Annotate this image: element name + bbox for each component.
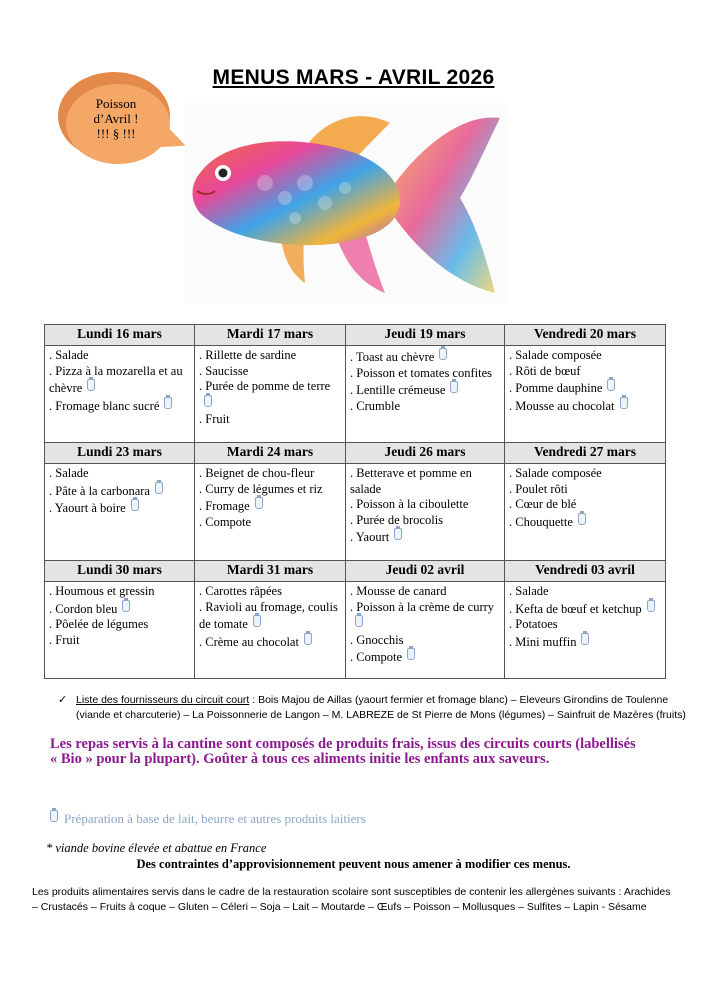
dairy-icon bbox=[607, 379, 615, 391]
menu-table bbox=[44, 324, 666, 679]
fish-illustration bbox=[185, 103, 507, 303]
suppliers-label: Liste des fournisseurs du circuit court bbox=[76, 694, 250, 706]
meal-item bbox=[509, 348, 661, 364]
bubble-line-2: d’Avril ! bbox=[93, 111, 139, 126]
fish-icon bbox=[185, 103, 507, 303]
week-meals-row bbox=[45, 464, 666, 561]
dairy-icon bbox=[407, 648, 415, 660]
day-header: Mardi 17 mars bbox=[195, 325, 346, 346]
meal-item bbox=[350, 600, 500, 633]
meal-item bbox=[350, 528, 500, 546]
meal-text: . Fromage blanc sucré bbox=[49, 398, 160, 413]
meal-item bbox=[49, 397, 190, 415]
day-header: Lundi 30 mars bbox=[45, 561, 195, 582]
meal-item bbox=[199, 497, 341, 515]
week-header-row bbox=[45, 443, 666, 464]
meal-text: . Fruit bbox=[199, 412, 230, 426]
meal-text: . Pomme dauphine bbox=[509, 381, 603, 395]
meal-text: . Houmous et gressin bbox=[49, 584, 155, 598]
meal-item bbox=[350, 399, 500, 415]
meal-item bbox=[509, 633, 661, 651]
beef-origin-note: * viande bovine élevée et abattue en France bbox=[46, 841, 267, 855]
meal-item bbox=[199, 633, 341, 651]
meal-text: . Mousse de canard bbox=[350, 584, 447, 598]
meal-text: . Rôti de bœuf bbox=[509, 363, 581, 378]
meal-item bbox=[199, 364, 341, 380]
meal-item bbox=[350, 497, 500, 513]
meal-text: . Yaourt à boire bbox=[49, 501, 126, 515]
meal-text: . Ravioli au fromage, coulis de tomate bbox=[199, 599, 338, 631]
dairy-icon bbox=[647, 600, 655, 612]
meal-text: . Purée de brocolis bbox=[350, 512, 444, 527]
meal-text: . Yaourt bbox=[350, 530, 390, 544]
meal-text: . Poulet rôti bbox=[509, 481, 568, 496]
suppliers-text bbox=[76, 693, 694, 723]
suppliers-list: : Bois Majou de Aillas (yaourt fermier et fromage blanc) – Eleveurs Girondins de Toulenne (viande et charcuterie) – La Poissonnerie de Langon – M. LABREZE de St Pierre de Mons (légumes) – Sainfruit de Mazères (fruits) bbox=[76, 694, 686, 721]
meal-item bbox=[49, 466, 190, 482]
dairy-icon bbox=[155, 482, 163, 494]
dairy-icon bbox=[253, 615, 261, 627]
week-meals-row bbox=[45, 582, 666, 679]
meal-item bbox=[350, 648, 500, 666]
meal-item bbox=[199, 482, 341, 498]
meal-item bbox=[509, 497, 661, 513]
day-menu-cell bbox=[505, 582, 666, 679]
meal-text: . Fruit bbox=[49, 632, 80, 647]
meal-text: . Curry de légumes et riz bbox=[199, 481, 323, 496]
fresh-products-note: Les repas servis à la cantine sont composés de produits frais, issus des circuits courts (labellisés « Bio » pour la plupart). Goûter à tous ces aliments initie les enfants aux saveurs. bbox=[50, 736, 636, 767]
meal-text: . Pôelée de légumes bbox=[49, 617, 149, 631]
day-menu-cell bbox=[346, 582, 505, 679]
dairy-icon bbox=[87, 379, 95, 391]
day-menu-cell bbox=[346, 346, 505, 443]
meal-text: . Mousse au chocolat bbox=[509, 398, 615, 413]
meal-item bbox=[199, 515, 341, 531]
meal-text: . Poisson et tomates confites bbox=[350, 365, 492, 380]
meal-item bbox=[49, 617, 190, 633]
meal-item bbox=[509, 600, 661, 618]
meal-item bbox=[49, 364, 190, 397]
meal-item bbox=[49, 499, 190, 517]
meal-item bbox=[350, 381, 500, 399]
day-menu-cell bbox=[505, 464, 666, 561]
day-menu-cell bbox=[346, 464, 505, 561]
meal-item bbox=[199, 584, 341, 600]
meal-text: . Gnocchis bbox=[350, 632, 404, 647]
week-meals-row bbox=[45, 346, 666, 443]
meal-item bbox=[509, 364, 661, 380]
meal-text: . Beignet de chou-fleur bbox=[199, 466, 315, 480]
day-header: Jeudi 19 mars bbox=[346, 325, 505, 346]
day-header: Vendredi 03 avril bbox=[505, 561, 666, 582]
meal-text: . Poisson à la crème de curry bbox=[350, 599, 495, 614]
meal-item bbox=[509, 379, 661, 397]
meal-text: . Cordon bleu bbox=[49, 601, 118, 616]
meal-item bbox=[350, 348, 500, 366]
meal-item bbox=[199, 600, 341, 633]
dairy-icon bbox=[578, 513, 586, 525]
meal-item bbox=[199, 466, 341, 482]
meal-text: . Compote bbox=[199, 514, 252, 529]
supply-constraint-note: Des contraintes d’approvisionnement peuvent nous amener à modifier ces menus. bbox=[136, 857, 571, 871]
day-header: Mardi 24 mars bbox=[195, 443, 346, 464]
meal-item bbox=[199, 348, 341, 364]
bubble-line-1: Poisson bbox=[95, 96, 137, 111]
day-menu-cell bbox=[45, 346, 195, 443]
meal-item bbox=[49, 633, 190, 649]
meal-text: . Pizza à la mozarella et au chèvre bbox=[49, 363, 183, 395]
dairy-icon bbox=[450, 381, 458, 393]
meal-item bbox=[509, 482, 661, 498]
dairy-icon bbox=[304, 633, 312, 645]
dairy-icon bbox=[439, 348, 447, 360]
meal-item bbox=[350, 466, 500, 497]
meal-item bbox=[350, 584, 500, 600]
dairy-icon bbox=[355, 615, 363, 627]
meal-text: . Crumble bbox=[350, 398, 400, 413]
meal-item bbox=[49, 584, 190, 600]
meal-item bbox=[199, 412, 341, 428]
dairy-icon bbox=[394, 528, 402, 540]
suppliers-note bbox=[58, 693, 694, 723]
day-header: Jeudi 26 mars bbox=[346, 443, 505, 464]
speech-bubble-text bbox=[66, 96, 166, 141]
day-header: Lundi 16 mars bbox=[45, 325, 195, 346]
meal-text: . Pâte à la carbonara bbox=[49, 483, 150, 498]
meal-item bbox=[509, 397, 661, 415]
meal-text: . Chouquette bbox=[509, 514, 573, 529]
dairy-icon bbox=[620, 397, 628, 409]
page-title: MENUS MARS - AVRIL 2026 bbox=[212, 66, 495, 89]
meal-text: . Rillette de sardine bbox=[199, 348, 297, 362]
day-header: Vendredi 20 mars bbox=[505, 325, 666, 346]
meal-text: . Toast au chèvre bbox=[350, 350, 435, 364]
meal-text: . Mini muffin bbox=[509, 634, 577, 649]
meal-text: . Carottes râpées bbox=[199, 584, 282, 598]
day-menu-cell bbox=[195, 582, 346, 679]
dairy-legend-text: Préparation à base de lait, beurre et autres produits laitiers bbox=[64, 811, 366, 826]
dairy-icon bbox=[50, 810, 58, 822]
meal-text: . Salade bbox=[49, 348, 89, 362]
meal-item bbox=[509, 584, 661, 600]
meal-text: . Salade bbox=[49, 466, 89, 480]
dairy-icon bbox=[255, 497, 263, 509]
meal-text: . Salade composée bbox=[509, 466, 602, 480]
check-icon: ✓ bbox=[58, 694, 68, 706]
dairy-icon bbox=[581, 633, 589, 645]
meal-item bbox=[49, 482, 190, 500]
meal-text: . Saucisse bbox=[199, 363, 249, 378]
meal-text: . Purée de pomme de terre bbox=[199, 379, 331, 393]
meal-text: . Cœur de blé bbox=[509, 497, 577, 511]
meal-text: . Poisson à la ciboulette bbox=[350, 497, 469, 511]
day-menu-cell bbox=[195, 464, 346, 561]
meal-item bbox=[350, 513, 500, 529]
day-menu-cell bbox=[505, 346, 666, 443]
dairy-icon bbox=[164, 397, 172, 409]
meal-item bbox=[350, 366, 500, 382]
meal-text: . Fromage bbox=[199, 499, 250, 513]
dairy-icon bbox=[122, 600, 130, 612]
day-header: Lundi 23 mars bbox=[45, 443, 195, 464]
week-header-row bbox=[45, 561, 666, 582]
meal-item bbox=[49, 348, 190, 364]
meal-item bbox=[49, 600, 190, 618]
meal-item bbox=[199, 379, 341, 412]
day-header: Mardi 31 mars bbox=[195, 561, 346, 582]
week-header-row bbox=[45, 325, 666, 346]
day-menu-cell bbox=[195, 346, 346, 443]
meal-text: . Crème au chocolat bbox=[199, 634, 299, 649]
meal-text: . Salade composée bbox=[509, 348, 602, 362]
meal-item bbox=[509, 513, 661, 531]
day-menu-cell bbox=[45, 464, 195, 561]
meal-text: . Potatoes bbox=[509, 617, 558, 631]
dairy-icon bbox=[204, 395, 212, 407]
meal-item bbox=[509, 466, 661, 482]
meal-text: . Kefta de bœuf et ketchup bbox=[509, 601, 642, 616]
meal-text: . Lentille crémeuse bbox=[350, 383, 446, 397]
meal-text: . Betterave et pomme en salade bbox=[350, 466, 472, 496]
bubble-line-3: !!! § !!! bbox=[96, 126, 136, 141]
meal-item bbox=[350, 633, 500, 649]
meal-text: . Salade bbox=[509, 584, 549, 598]
day-menu-cell bbox=[45, 582, 195, 679]
day-header: Jeudi 02 avril bbox=[346, 561, 505, 582]
dairy-icon bbox=[131, 499, 139, 511]
dairy-legend bbox=[50, 810, 366, 827]
allergens-note: Les produits alimentaires servis dans le cadre de la restauration scolaire sont susceptibles de contenir les allergènes suivants : Arachides – Crustacés – Fruits à coque – Gluten – Céleri – Soja – Lait – Moutarde – Œufs – Poisson – Mollusques – Sulfites – Lapin - Sésame bbox=[32, 886, 671, 913]
meal-text: . Compote bbox=[350, 650, 403, 664]
day-header: Vendredi 27 mars bbox=[505, 443, 666, 464]
